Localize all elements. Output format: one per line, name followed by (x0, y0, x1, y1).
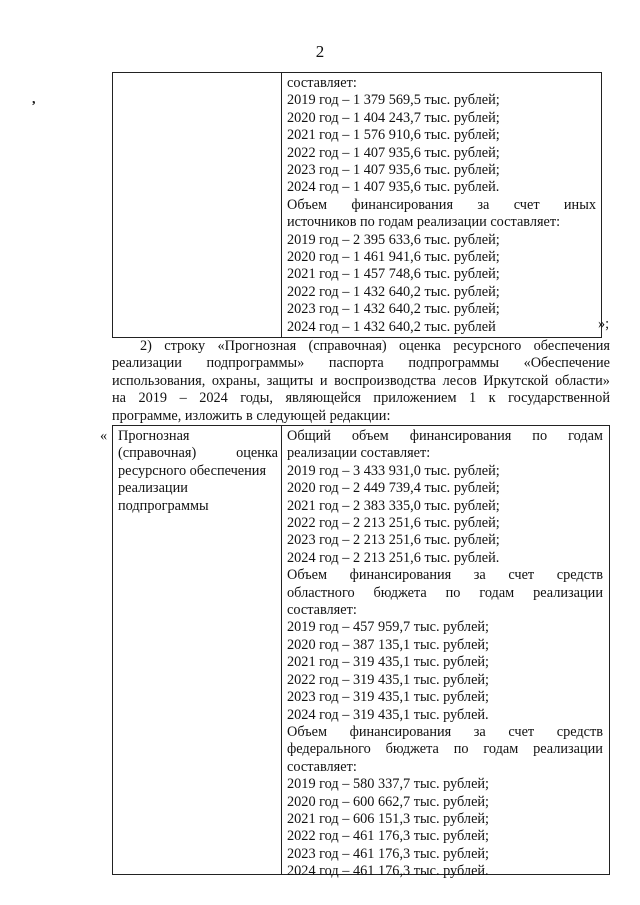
table-text-line: 2019 год – 580 337,7 тыс. рублей; (287, 776, 490, 793)
table-text-line: 2020 год – 2 449 739,4 тыс. рублей; (287, 480, 500, 497)
table-text-line: Объем финансирования за счет средств (287, 567, 603, 584)
table-text-line: 2023 год – 1 407 935,6 тыс. рублей; (287, 162, 500, 179)
table-text-line: федерального бюджета по годам реализации (287, 741, 603, 758)
table-new-edition-left-cell (118, 428, 278, 515)
table-text-line: реализации (118, 480, 188, 497)
amendment-paragraph (112, 338, 610, 425)
table-text-line: 2020 год – 600 662,7 тыс. рублей; (287, 793, 490, 810)
page-number: 2 (315, 42, 325, 61)
stray-mark: , (32, 92, 36, 107)
table-new-edition-right-cell (287, 428, 603, 881)
table-text-line: 2022 год – 1 407 935,6 тыс. рублей; (287, 144, 500, 161)
table-text-line: 2020 год – 1 461 941,6 тыс. рублей; (287, 249, 500, 266)
table-text-line: 2023 год – 319 435,1 тыс. рублей; (287, 689, 490, 706)
table-text-line: 2022 год – 319 435,1 тыс. рублей; (287, 671, 490, 688)
table-text-line: подпрограммы (118, 497, 209, 514)
table-text-line: 2019 год – 457 959,7 тыс. рублей; (287, 619, 490, 636)
table-text-line: источников по годам реализации составляет: (287, 214, 561, 231)
table-text-line: 2019 год – 1 379 569,5 тыс. рублей; (287, 92, 500, 109)
table-text-line: областного бюджета по годам реализации (287, 584, 603, 601)
table-text-line: 2023 год – 1 432 640,2 тыс. рублей; (287, 301, 500, 318)
table-text-line: 2022 год – 461 176,3 тыс. рублей; (287, 828, 490, 845)
table-text-line: 2021 год – 2 383 335,0 тыс. рублей; (287, 497, 500, 514)
table-text-line: Прогнозная (118, 428, 190, 444)
table-text-line: 2023 год – 2 213 251,6 тыс. рублей; (287, 532, 500, 549)
paragraph-line: использования, охраны, защиты и воспроизводства лесов Иркутской области» (112, 372, 610, 389)
table-text-line: ресурсного обеспечения (118, 462, 267, 479)
table-text-line: 2024 год – 461 176,3 тыс. рублей. (287, 863, 489, 880)
column-divider (281, 73, 282, 337)
column-divider (281, 426, 282, 874)
table-text-line: 2019 год – 2 395 633,6 тыс. рублей; (287, 231, 500, 248)
table-text-line: 2021 год – 1 576 910,6 тыс. рублей; (287, 127, 500, 144)
table-text-line: Общий объем финансирования по годам (287, 428, 603, 444)
table-text-line: 2023 год – 461 176,3 тыс. рублей; (287, 845, 490, 862)
paragraph-line: программе, изложить в следующей редакции: (112, 407, 391, 424)
paragraph-line: 2) строку «Прогнозная (справочная) оценка ресурсного обеспечения (140, 338, 610, 354)
table-text-line: 2020 год – 387 135,1 тыс. рублей; (287, 636, 490, 653)
table-text-line: 2024 год – 1 432 640,2 тыс. рублей (287, 318, 496, 335)
opening-quote: « (100, 428, 108, 444)
table-text-line: 2020 год – 1 404 243,7 тыс. рублей; (287, 109, 500, 126)
table-text-line: реализации составляет: (287, 445, 431, 462)
table-continuation-right-cell (287, 75, 596, 336)
table-text-line: Объем финансирования за счет средств (287, 723, 603, 740)
table-text-line: 2024 год – 2 213 251,6 тыс. рублей. (287, 549, 500, 566)
table-text-line: 2019 год – 3 433 931,0 тыс. рублей; (287, 462, 500, 479)
table-text-line: 2021 год – 1 457 748,6 тыс. рублей; (287, 266, 500, 283)
table-text-line: 2024 год – 319 435,1 тыс. рублей. (287, 706, 489, 723)
paragraph-line: реализации подпрограммы» паспорта подпрограммы «Обеспечение (112, 355, 610, 372)
table-text-line: Объем финансирования за счет иных (287, 196, 596, 213)
table-text-line: 2021 год – 606 151,3 тыс. рублей; (287, 810, 490, 827)
table-text-line: 2024 год – 1 407 935,6 тыс. рублей. (287, 179, 500, 196)
closing-quote: »; (598, 316, 610, 332)
table-text-line: 2022 год – 1 432 640,2 тыс. рублей; (287, 283, 500, 300)
table-text-line: 2021 год – 319 435,1 тыс. рублей; (287, 654, 490, 671)
table-text-line: составляет: (287, 758, 357, 775)
table-text-line: (справочная) оценка (118, 445, 278, 462)
paragraph-line: на 2019 – 2024 годы, являющейся приложением 1 к государственной (112, 390, 610, 407)
table-text-line: составляет: (287, 75, 357, 91)
table-text-line: 2022 год – 2 213 251,6 тыс. рублей; (287, 515, 500, 532)
table-text-line: составляет: (287, 602, 357, 619)
